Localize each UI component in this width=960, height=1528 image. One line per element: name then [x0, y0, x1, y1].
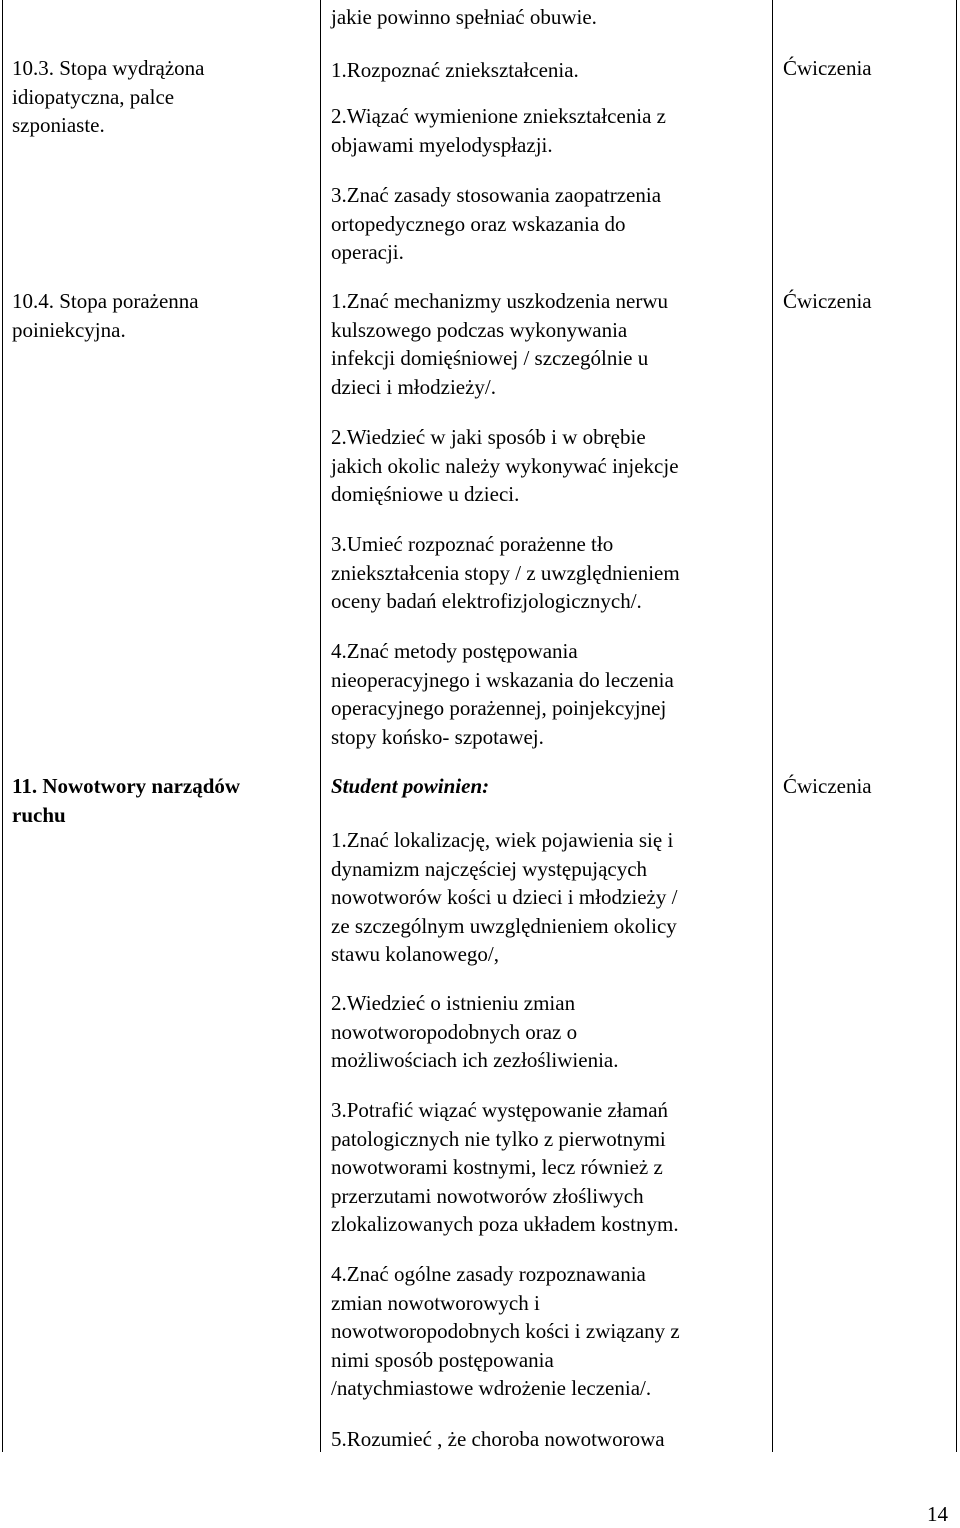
- topic-10-4: 10.4. Stopa porażenna poiniekcyjna.: [12, 289, 199, 342]
- outcome-11-1: 1.Znać lokalizację, wiek pojawienia się i dynamizm najczęściej występujących nowotworów kości u dzieci i młodzieży / ze szczególnym uwzględnieniem okolicy stawu kolanowego/,: [331, 828, 678, 967]
- outcome-10-3-3: 3.Znać zasady stosowania zaopatrzenia ortopedycznego oraz wskazania do operacji.: [331, 183, 662, 265]
- table-border-col2: [772, 0, 773, 1452]
- outcome-10-4-3: 3.Umieć rozpoznać porażenne tło zniekształcenia stopy / z uwzględnieniem oceny badań elektrofizjologicznych/.: [331, 532, 680, 614]
- form-11: Ćwiczenia: [783, 774, 872, 798]
- form-10-3: Ćwiczenia: [783, 56, 872, 80]
- outcome-10-4-2: 2.Wiedzieć w jaki sposób i w obrębie jakich okolic należy wykonywać injekcje domięśniowe u dzieci.: [331, 425, 679, 507]
- outcome-11-2: 2.Wiedzieć o istnieniu zmian nowotworopodobnych oraz o możliwościach ich zezłośliwienia.: [331, 991, 619, 1073]
- outcome-11-heading: Student powinien:: [331, 774, 490, 798]
- page-number: 14: [927, 1502, 948, 1526]
- outcome-10-3-1: 1.Rozpoznać zniekształcenia.: [331, 58, 579, 82]
- topic-10-3: 10.3. Stopa wydrążona idiopatyczna, palce szponiaste.: [12, 56, 205, 138]
- outcome-10-3-continuation: jakie powinno spełniać obuwie.: [331, 5, 597, 29]
- form-10-4: Ćwiczenia: [783, 289, 872, 313]
- table-border-col1: [320, 0, 321, 1452]
- outcome-11-3: 3.Potrafić wiązać występowanie złamań patologicznych nie tylko z pierwotnymi nowotworami kostnymi, lecz również z przerzutami nowotworów złośliwych zlokalizowanych poza układem kostnym.: [331, 1098, 679, 1237]
- outcome-10-4-1: 1.Znać mechanizmy uszkodzenia nerwu kulszowego podczas wykonywania infekcji domięśniowej / szczególnie u dzieci i młodzieży/.: [331, 289, 669, 399]
- table-border-left: [2, 0, 3, 1452]
- outcome-11-5: 5.Rozumieć , że choroba nowotworowa: [331, 1427, 665, 1451]
- outcome-10-3-2: 2.Wiązać wymienione zniekształcenia z objawami myelodyspłazji.: [331, 104, 666, 157]
- topic-11: 11. Nowotwory narządów ruchu: [12, 774, 241, 827]
- table-border-right: [956, 0, 957, 1452]
- outcome-10-4-4: 4.Znać metody postępowania nieoperacyjnego i wskazania do leczenia operacyjnego porażennej, poinjekcyjnej stopy końsko- szpotawej.: [331, 639, 674, 749]
- outcome-11-4: 4.Znać ogólne zasady rozpoznawania zmian nowotworowych i nowotworopodobnych kości i związany z nimi sposób postępowania /natychmiastowe wdrożenie leczenia/.: [331, 1262, 680, 1401]
